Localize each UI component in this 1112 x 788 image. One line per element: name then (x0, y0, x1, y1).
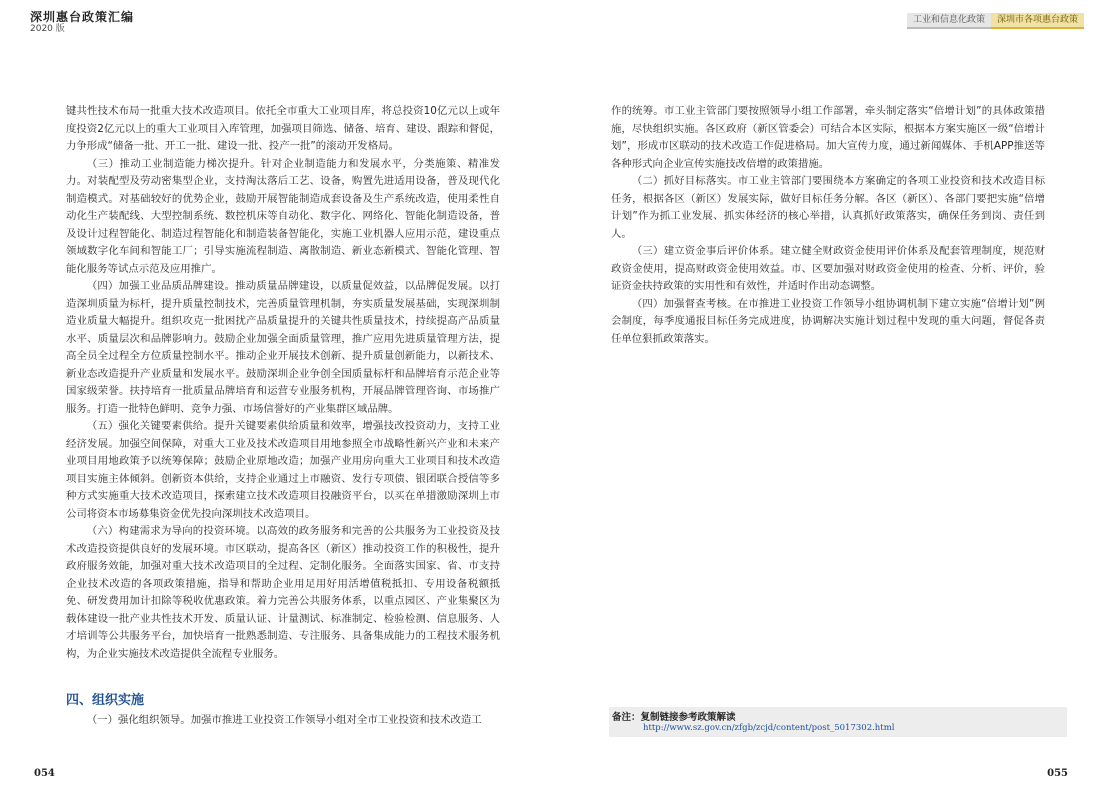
section-body (66, 712, 500, 730)
policy-link[interactable]: http://www.sz.gov.cn/zfgb/zcjd/content/post_5017302.html (643, 723, 895, 733)
page-number-right: 055 (1047, 768, 1068, 779)
paragraph: （四）加强工业品质品牌建设。推动质量品牌建设，以质量促效益，以品牌促发展。以打造深圳质量为标杆，提升质量控制技术，完善质量管理机制，夯实质量发展基础，实现深圳制造业质量大幅提升。组织攻克一批困扰产品质量提升的关键共性质量技术，持续提高产品质量水平、质量层次和品牌影响力。鼓励企业加强全面质量管理，推广应用先进质量管理方法，提高全员全过程全方位质量控制水平。推动企业开展技术创新、提升质量创新能力，以新技术、新业态改造提升产业质量和发展水平。鼓励深圳企业争创全国质量标杆和品牌培育示范企业等国家级荣誉。扶持培育一批质量品牌培育和运营专业服务机构，开展品牌管理咨询、市场推广服务。打造一批特色鲜明、竞争力强、市场信誉好的产业集群区域品牌。 (66, 280, 500, 415)
book-title: 深圳惠台政策汇编 (30, 10, 135, 24)
right-column (611, 103, 1045, 348)
tab-shenzhen-taiwan-policy[interactable]: 深圳市各项惠台政策 (991, 13, 1084, 29)
section-heading: 四、组织实施 (66, 693, 145, 708)
tab-industry-policy[interactable]: 工业和信息化政策 (907, 13, 991, 29)
paragraph: 作的统筹。市工业主管部门要按照领导小组工作部署，牵头制定落实“倍增计划”的具体政策措施，尽快组织实施。各区政府（新区管委会）可结合本区实际，根据本方案实施区一级“倍增计划”，形成市区联动的技术改造工作促进格局。加大宣传力度，通过新闻媒体、手机APP推送等各种形式向企业宣传实施技改倍增的政策措施。 (611, 105, 1045, 170)
paragraph: （一）强化组织领导。加强市推进工业投资工作领导小组对全市工业投资和技术改造工 (86, 714, 482, 726)
note-label: 备注：复制链接参考政策解读 (612, 712, 736, 723)
paragraph: （四）加强督查考核。在市推进工业投资工作领导小组协调机制下建立实施“倍增计划”例会制度，每季度通报目标任务完成进度，协调解决实施计划过程中发现的重大问题，督促各责任单位狠抓政策落实。 (611, 297, 1045, 345)
category-tabs (907, 13, 1084, 29)
paragraph: （三）推动工业制造能力梯次提升。针对企业制造能力和发展水平，分类施策、精准发力。对装配型及劳动密集型企业，支持淘汰落后工艺、设备，购置先进适用设备，普及现代化制造模式。对基础较好的优势企业，鼓励开展智能制造成套设备及生产系统改造，使用柔性自动化生产装配线、大型控制系统、数控机床等自动化、数字化、网络化、智能化制造设备，普及设计过程智能化、制造过程智能化和制造装备智能化，实施工业机器人应用示范，建设重点领域数字化车间和智能工厂；引导实施流程制造、离散制造、新业态新模式、智能化管理、智能化服务等试点示范及应用推广。 (66, 157, 500, 275)
paragraph: （六）构建需求为导向的投资环境。以高效的政务服务和完善的公共服务为工业投资及技术改造投资提供良好的发展环境。市区联动，提高各区（新区）推动投资工作的积极性，提升政府服务效能，加强对重大技术改造项目的全过程、定制化服务。全面落实国家、省、市支持企业技术改造的各项政策措施，指导和帮助企业用足用好用活增值税抵扣、专用设备税额抵免、研发费用加计扣除等税收优惠政策。着力完善公共服务体系，以重点园区、产业集聚区为载体建设一批产业共性技术开发、质量认证、计量测试、标准制定、检验检测、信息服务、人才培训等公共服务平台，加快培育一批熟悉制造、专注服务、具备集成能力的工程技术服务机构，为企业实施技术改造提供全流程专业服务。 (66, 525, 500, 660)
running-header (30, 10, 134, 35)
paragraph: （五）强化关键要素供给。提升关键要素供给质量和效率，增强技改投资动力，支持工业经济发展。加强空间保障，对重大工业及技术改造项目用地参照全市战略性新兴产业和未来产业项目用地政策予以统筹保障；鼓励企业原地改造；加强产业用房向重大工业项目和技术改造项目实施主体倾斜。创新资本供给，支持企业通过上市融资、发行专项债、银团联合授信等多种方式实施重大技术改造项目，探索建立技术改造项目投融资平台，以买在单措激励深圳上市公司将资本市场募集资金优先投向深圳技术改造项目。 (66, 420, 500, 520)
paragraph: （二）抓好目标落实。市工业主管部门要围绕本方案确定的各项工业投资和技术改造目标任务，根据各区（新区）发展实际，做好目标任务分解。各区（新区）、各部门要把实施“倍增计划”作为抓工业发展、抓实体经济的核心举措，认真抓好政策落实，确保任务到岗、责任到人。 (611, 175, 1045, 240)
paragraph: 键共性技术布局一批重大技术改造项目。依托全市重大工业项目库，将总投资10亿元以上或年度投资2亿元以上的重大工业项目入库管理，加强项目筛选、储备、培育、建设、跟踪和督促，力争形成“储备一批、开工一批、建设一批、投产一批”的滚动开发格局。 (66, 105, 500, 152)
page-number-left: 054 (34, 768, 55, 779)
note-box (609, 707, 1067, 737)
edition-label: 2020 版 (30, 24, 65, 34)
paragraph: （三）建立资金事后评价体系。建立健全财政资金使用评价体系及配套管理制度，规范财政资金使用，提高财政资金使用效益。市、区要加强对财政资金使用的检查、分析、评价，验证资金扶持政策的实用性和有效性，并适时作出动态调整。 (611, 245, 1045, 292)
left-column (66, 103, 500, 663)
